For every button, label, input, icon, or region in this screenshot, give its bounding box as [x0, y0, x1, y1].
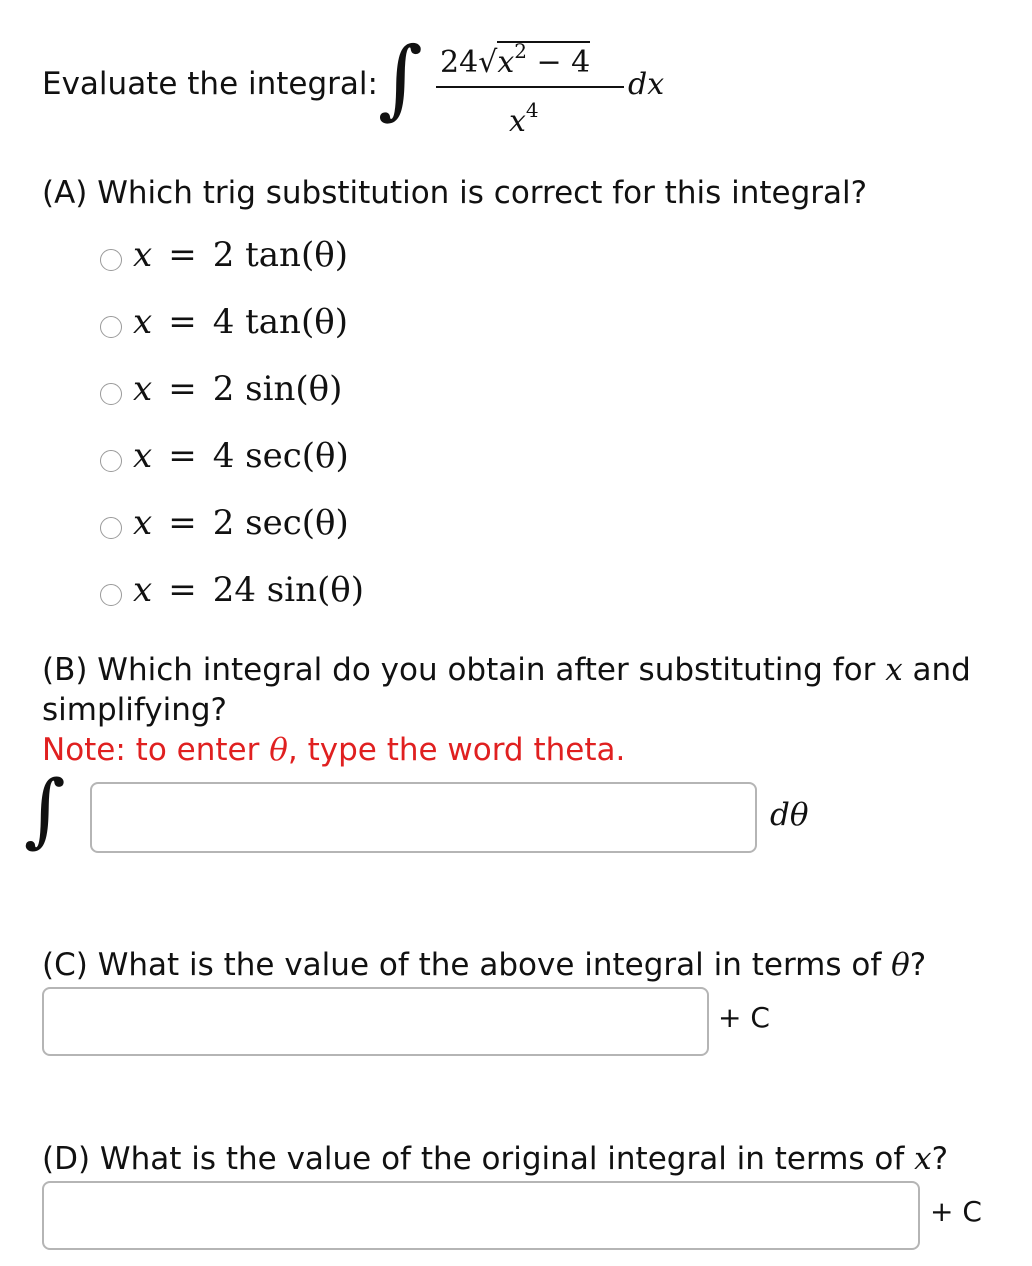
radio-option-2[interactable]: [100, 316, 122, 338]
part-b-question: (B) Which integral do you obtain after substituting for x and: [42, 652, 971, 688]
square-root: [478, 41, 590, 78]
part-b-question-line2: simplifying?: [42, 692, 227, 728]
radicand-constant: − 4: [526, 45, 591, 80]
part-b-note: Note: to enter θ, type the word theta.: [42, 732, 626, 768]
denominator-variable: x: [509, 104, 526, 139]
radicand-variable: x: [497, 45, 515, 80]
integral-sign: ∫: [378, 29, 423, 129]
part-b-differential: dθ: [770, 797, 809, 833]
radio-option-1[interactable]: [100, 249, 122, 271]
coefficient: 24: [440, 45, 479, 80]
part-b-integral-sign: ∫: [24, 763, 66, 856]
part-b-answer-input[interactable]: [90, 782, 757, 853]
radicand: [497, 41, 590, 80]
option-label-3: x = 2 sin(θ): [133, 369, 343, 409]
option-label-4: x = 4 sec(θ): [133, 436, 349, 476]
problem-prompt: Evaluate the integral:: [42, 66, 378, 102]
denominator-exponent: 4: [525, 98, 539, 122]
option-label-6: x = 24 sin(θ): [133, 570, 364, 610]
part-c-variable: θ: [891, 947, 910, 983]
option-label-1: x = 2 tan(θ): [133, 235, 348, 275]
part-c-constant: + C: [718, 1001, 770, 1034]
fraction-bar: [436, 86, 624, 88]
radio-option-4[interactable]: [100, 450, 122, 472]
option-label-2: x = 4 tan(θ): [133, 302, 348, 342]
integrand-denominator: [509, 100, 539, 137]
part-d-answer-input[interactable]: [42, 1181, 920, 1250]
part-a-question: (A) Which trig substitution is correct for this integral?: [42, 175, 868, 211]
radio-option-5[interactable]: [100, 517, 122, 539]
part-d-constant: + C: [930, 1195, 982, 1228]
radical-sign: √: [478, 45, 498, 80]
part-c-question: (C) What is the value of the above integral in terms of θ?: [42, 947, 927, 983]
integrand-numerator: [440, 41, 590, 78]
part-b-variable: x: [885, 652, 903, 688]
note-theta: θ: [269, 732, 288, 768]
part-c-answer-input[interactable]: [42, 987, 709, 1056]
part-d-question: (D) What is the value of the original integral in terms of x?: [42, 1141, 949, 1177]
radio-option-3[interactable]: [100, 383, 122, 405]
option-label-5: x = 2 sec(θ): [133, 503, 349, 543]
radicand-exponent: 2: [514, 39, 527, 63]
differential: dx: [628, 67, 665, 102]
part-d-variable: x: [914, 1141, 932, 1177]
radio-option-6[interactable]: [100, 584, 122, 606]
